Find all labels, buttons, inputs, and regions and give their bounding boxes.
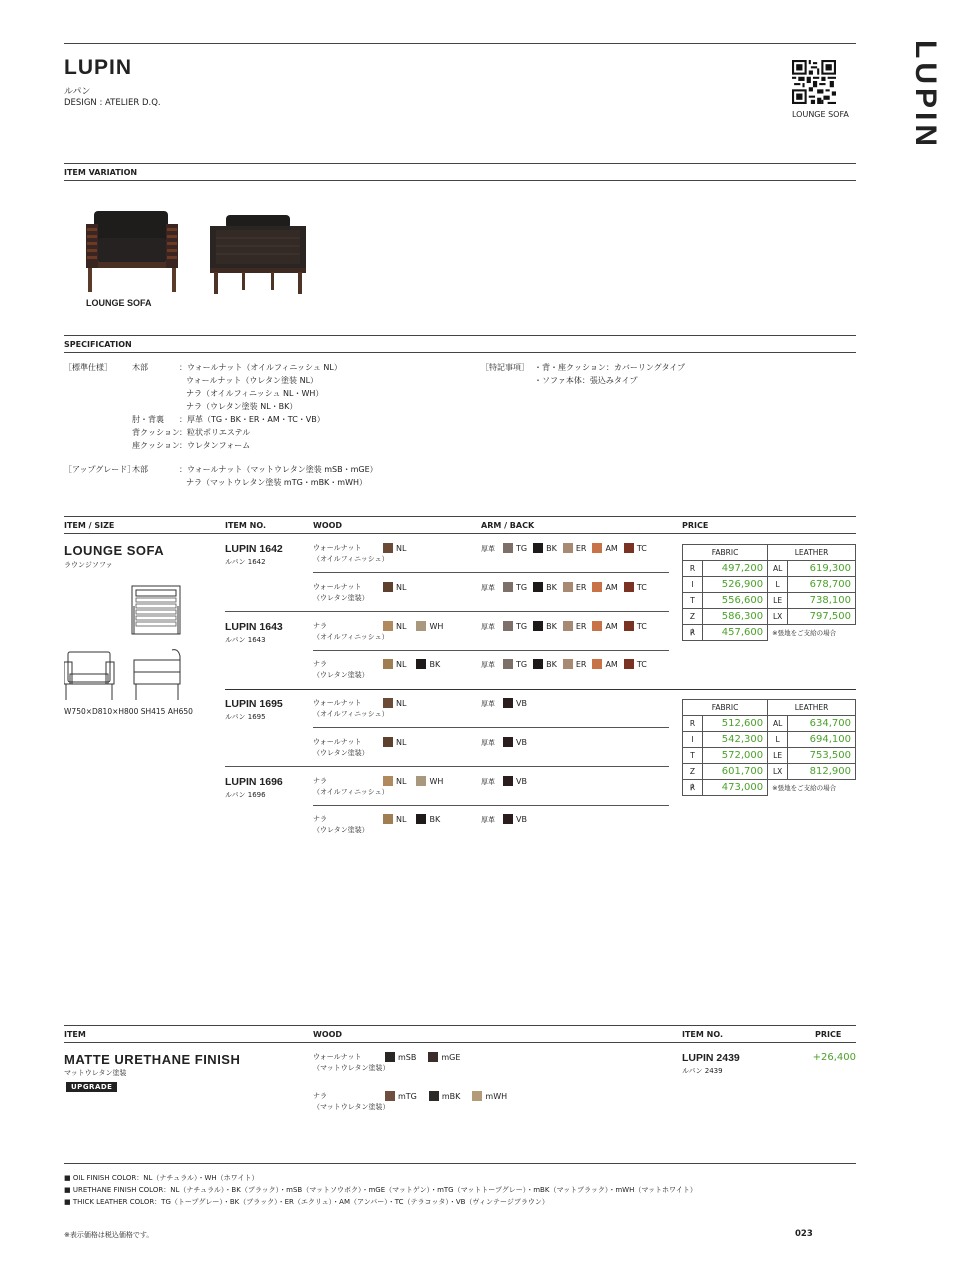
wood-swatch-label: NL: [396, 543, 407, 553]
arm-swatch: [592, 543, 602, 553]
wood-swatch: [416, 814, 426, 824]
arm-swatch: [533, 543, 543, 553]
wood-name: [313, 543, 389, 565]
wood-swatch: [383, 776, 393, 786]
wood-swatches: [383, 621, 453, 631]
arm-swatch: [503, 814, 513, 824]
fabric-price: 572,000: [703, 748, 768, 764]
leather-grade: L: [768, 577, 788, 593]
wood-swatch: [383, 737, 393, 747]
wood-swatch: [383, 698, 393, 708]
footnote-oil: ■ OIL FINISH COLOR：NL（ナチュラル）・WH（ホワイト）: [64, 1174, 259, 1182]
upgrade-swatch: [429, 1091, 439, 1101]
fabric-grade: R: [683, 561, 703, 577]
wood-swatch-label: BK: [429, 814, 441, 824]
arm-swatch: [592, 582, 602, 592]
upgrade-swatch: [472, 1091, 482, 1101]
arm-swatch-label: TG: [516, 659, 528, 669]
arm-swatch: [533, 621, 543, 631]
designer-credit: DESIGN : ATELIER D.Q.: [64, 98, 161, 108]
upgrade-swatch-label: mSB: [398, 1052, 417, 1062]
arm-swatch-label: BK: [546, 621, 557, 631]
wood-swatches: [383, 737, 416, 747]
arm-swatch: [563, 582, 573, 592]
arm-swatch: [503, 698, 513, 708]
wood-name: [313, 659, 369, 681]
wood-swatches: [383, 543, 416, 553]
variation-label: LOUNGE SOFA: [86, 298, 152, 308]
arm-swatch: [624, 659, 634, 669]
upgrade-wood-finish: （マットウレタン塗装）: [313, 1064, 390, 1072]
item-no-1695: LUPIN 1695: [225, 698, 283, 710]
item-no-1642-jp: ルパン 1642: [225, 558, 266, 566]
arm-swatch-label: VB: [516, 737, 527, 747]
qr-code-icon[interactable]: [792, 60, 836, 104]
leather-grade: LX: [768, 764, 788, 780]
spec-std-tag: ［標準仕様］: [64, 363, 112, 372]
leather-header: LEATHER: [768, 545, 856, 561]
upgrade-wood-name: [313, 1052, 389, 1074]
arm-swatch-label: ER: [575, 621, 587, 631]
page-subtitle: ルパン: [64, 87, 91, 97]
wood-species: ナラ: [313, 777, 327, 785]
wood-finish: （ウレタン塗装）: [313, 594, 369, 602]
leather-price: 812,900: [788, 764, 856, 780]
arm-swatch: [503, 582, 513, 592]
wood-swatches: [383, 814, 450, 824]
wood-name: [313, 814, 369, 836]
wood-swatches: [383, 698, 416, 708]
arm-swatch: [503, 737, 513, 747]
fabric-price: 542,300: [703, 732, 768, 748]
arm-swatch: [624, 582, 634, 592]
arm-swatch-label: BK: [546, 659, 557, 669]
wood-swatch: [383, 659, 393, 669]
row-divider: [313, 805, 669, 806]
wood-swatch-label: NL: [396, 737, 407, 747]
col-arm-back: ARM / BACK: [481, 521, 535, 530]
leather-price: 694,100: [788, 732, 856, 748]
arm-swatch-label: TG: [516, 582, 528, 592]
table-rule-top: [64, 516, 856, 517]
arm-swatch-label: TC: [636, 543, 647, 553]
arm-material: 厚革: [481, 661, 495, 669]
upgrade-col-wood: WOOD: [313, 1030, 343, 1039]
wood-swatches: [383, 582, 416, 592]
wood-species: ナラ: [313, 815, 327, 823]
arm-swatches: [503, 582, 653, 592]
row-divider: [225, 611, 669, 612]
leather-header: LEATHER: [768, 700, 856, 716]
item-no-1643-jp: ルパン 1643: [225, 636, 266, 644]
spec-heading: SPECIFICATION: [64, 340, 132, 349]
spec-special-tag: ［特記事項］: [481, 363, 529, 372]
sofa-line-drawings: [64, 578, 214, 702]
leather-grade: L: [768, 732, 788, 748]
arm-swatch: [503, 776, 513, 786]
wood-species: ウォールナット: [313, 583, 362, 591]
upgrade-swatch-label: mTG: [398, 1091, 417, 1101]
leather-price: 678,700: [788, 577, 856, 593]
arm-swatch: [592, 621, 602, 631]
table-rule-header: [64, 533, 856, 534]
leather-price: 753,500: [788, 748, 856, 764]
arm-swatch-label: VB: [516, 776, 527, 786]
upgrade-wood-finish: （マットウレタン塗装）: [313, 1103, 390, 1111]
spec-back-label: 背クッション: [132, 428, 180, 437]
wood-swatch: [416, 621, 426, 631]
wood-swatch-label: NL: [396, 814, 407, 824]
leather-grade: AL: [768, 716, 788, 732]
lounge-sofa-back-photo: [208, 212, 308, 294]
arm-swatch: [533, 582, 543, 592]
arm-swatches: [503, 814, 533, 824]
arm-swatch: [624, 621, 634, 631]
leather-grade: LE: [768, 748, 788, 764]
wood-finish: （オイルフィニッシュ）: [313, 710, 389, 718]
arm-swatch: [592, 659, 602, 669]
arm-swatches: [503, 543, 653, 553]
leather-price: 797,500: [788, 609, 856, 625]
arm-material: 厚革: [481, 739, 495, 747]
arm-swatch-label: TC: [636, 659, 647, 669]
spec-wood-line-3: ナラ（オイルフィニッシュ NL・WH）: [186, 389, 324, 398]
arm-material: 厚革: [481, 816, 495, 824]
spec-upgrade-line-2: ナラ（マットウレタン塗装 mTG・mBK・mWH）: [186, 478, 368, 487]
item-no-1695-jp: ルパン 1695: [225, 713, 266, 721]
arm-swatch: [503, 659, 513, 669]
fabric-price: 586,300: [703, 609, 768, 625]
wood-swatch: [383, 621, 393, 631]
upgrade-swatch-label: mGE: [441, 1052, 461, 1062]
arm-swatch: [624, 543, 634, 553]
qr-label: LOUNGE SOFA: [792, 110, 849, 119]
arm-swatch-label: ER: [575, 582, 587, 592]
wood-swatch-label: WH: [429, 621, 444, 631]
spec-arm-label: 肘・背裏: [132, 415, 164, 424]
wood-name: [313, 621, 389, 643]
spec-rule-bottom: [64, 352, 856, 353]
arm-swatch: [563, 659, 573, 669]
wood-name: [313, 776, 389, 798]
arm-swatches: [503, 776, 533, 786]
fabric-grade: I: [683, 732, 703, 748]
wood-swatch: [416, 776, 426, 786]
arm-swatch-label: AM: [605, 659, 618, 669]
variation-rule-bottom: [64, 180, 856, 181]
price-table: [682, 699, 856, 796]
variation-heading: ITEM VARIATION: [64, 168, 138, 177]
col-item-size: ITEM / SIZE: [64, 521, 115, 530]
upgrade-swatches: [385, 1091, 519, 1101]
upgrade-swatches: [385, 1052, 472, 1062]
arm-material: 厚革: [481, 778, 495, 786]
fabric-grade: I: [683, 577, 703, 593]
upgrade-col-item-no: ITEM NO.: [682, 1030, 724, 1039]
arm-swatch-label: TG: [516, 621, 528, 631]
wood-name: [313, 737, 369, 759]
wood-finish: （オイルフィニッシュ）: [313, 555, 389, 563]
arm-swatch: [563, 621, 573, 631]
spec-wood-line-4: ナラ（ウレタン塗装 NL・BK）: [186, 402, 298, 411]
customer-fabric-note: ※張地をご支給の場合: [772, 784, 837, 793]
fabric-header: FABRIC: [683, 545, 768, 561]
row-divider: [313, 572, 669, 573]
arm-swatch-label: BK: [546, 543, 557, 553]
wood-species: ナラ: [313, 622, 327, 630]
tax-note: ※表示価格は税込価格です。: [64, 1231, 154, 1239]
wood-swatch: [383, 814, 393, 824]
upgrade-item-no: LUPIN 2439: [682, 1052, 740, 1064]
fabric-price: 512,600: [703, 716, 768, 732]
wood-species: ウォールナット: [313, 544, 362, 552]
arm-swatch-label: AM: [605, 621, 618, 631]
price-table: [682, 544, 856, 641]
wood-species: ナラ: [313, 660, 327, 668]
arm-material: 厚革: [481, 545, 495, 553]
arm-swatch-label: AM: [605, 582, 618, 592]
upgrade-wood-species: ウォールナット: [313, 1053, 362, 1061]
footnote-rule: [64, 1163, 856, 1164]
upgrade-rule-top: [64, 1025, 856, 1026]
wood-swatch: [383, 543, 393, 553]
arm-swatch-label: VB: [516, 814, 527, 824]
spec-upgrade-line-1: ：ウォールナット（マットウレタン塗装 mSB・mGE）: [179, 465, 378, 474]
arm-material: 厚革: [481, 584, 495, 592]
row-divider: [313, 727, 669, 728]
item-no-1696-jp: ルパン 1696: [225, 791, 266, 799]
upgrade-wood-species: ナラ: [313, 1092, 327, 1100]
leather-price: 738,100: [788, 593, 856, 609]
lounge-sofa-front-photo: [84, 208, 180, 294]
wood-finish: （ウレタン塗装）: [313, 671, 369, 679]
upgrade-badge: UPGRADE: [66, 1082, 117, 1092]
wood-swatches: [383, 659, 450, 669]
wood-swatch-label: BK: [429, 659, 441, 669]
arm-swatch-label: TC: [636, 582, 647, 592]
spec-rule-top: [64, 335, 856, 336]
wood-swatch: [383, 582, 393, 592]
spec-wood-line-1: ：ウォールナット（オイルフィニッシュ NL）: [179, 363, 342, 372]
upgrade-swatch-label: mWH: [485, 1091, 508, 1101]
arm-swatch: [503, 621, 513, 631]
upgrade-swatch: [385, 1052, 395, 1062]
wood-species: ウォールナット: [313, 738, 362, 746]
wood-species: ウォールナット: [313, 699, 362, 707]
fabric-header: FABRIC: [683, 700, 768, 716]
fabric-grade: T: [683, 593, 703, 609]
wood-name: [313, 582, 369, 604]
wood-name: [313, 698, 389, 720]
upgrade-swatch: [385, 1091, 395, 1101]
upgrade-wood-name: [313, 1091, 389, 1113]
wood-finish: （オイルフィニッシュ）: [313, 633, 389, 641]
arm-swatches: [503, 737, 533, 747]
arm-swatches: [503, 659, 653, 669]
product-name-jp: ラウンジソファ: [64, 561, 113, 569]
leather-price: 619,300: [788, 561, 856, 577]
arm-swatch: [503, 543, 513, 553]
footnote-urethane: ■ URETHANE FINISH COLOR：NL（ナチュラル）・BK（ブラック）・mSB（マットソウボク）・mGE（マットゲン）・mTG（マットトープグレー）・mBK（マットブラック）・mWH（マットホワイト）: [64, 1186, 697, 1194]
spec-special-line-2: ・ソファ本体：張込みタイプ: [534, 376, 638, 385]
arm-swatch-label: VB: [516, 698, 527, 708]
wood-swatch-label: NL: [396, 621, 407, 631]
leather-price: 634,700: [788, 716, 856, 732]
arm-swatch-label: AM: [605, 543, 618, 553]
wood-swatch-label: NL: [396, 582, 407, 592]
leather-grade: AL: [768, 561, 788, 577]
upgrade-col-item: ITEM: [64, 1030, 86, 1039]
page-title: LUPIN: [64, 56, 132, 79]
wood-swatch-label: NL: [396, 698, 407, 708]
item-no-1643: LUPIN 1643: [225, 621, 283, 633]
product-name: LOUNGE SOFA: [64, 543, 165, 558]
wood-swatch-label: WH: [429, 776, 444, 786]
arm-swatch-label: BK: [546, 582, 557, 592]
customer-fabric-note: ※張地をご支給の場合: [772, 629, 837, 638]
customer-fabric-price: 473,000: [703, 780, 768, 796]
arm-swatch: [533, 659, 543, 669]
vertical-title: LUPIN: [909, 40, 942, 150]
row-divider: [225, 689, 856, 690]
footnote-leather: ■ THICK LEATHER COLOR：TG（トープグレー）・BK（ブラック）・ER（エクリュ）・AM（アンバー）・TC（テラコッタ）・VB（ヴィンテージブラウン）: [64, 1198, 549, 1206]
spec-wood-line-2: ウォールナット（ウレタン塗装 NL）: [186, 376, 319, 385]
arm-swatch-label: TG: [516, 543, 528, 553]
leather-grade: LE: [768, 593, 788, 609]
upgrade-swatch: [428, 1052, 438, 1062]
row-divider: [313, 650, 669, 651]
upgrade-name: MATTE URETHANE FINISH: [64, 1052, 241, 1067]
fabric-price: 526,900: [703, 577, 768, 593]
customer-fabric-code: ℟: [683, 780, 703, 796]
fabric-grade: Z: [683, 764, 703, 780]
customer-fabric-code: ℟: [683, 625, 703, 641]
page-number: 023: [795, 1229, 813, 1239]
upgrade-price: +26,400: [812, 1052, 856, 1063]
wood-finish: （オイルフィニッシュ）: [313, 788, 389, 796]
upgrade-swatch-label: mBK: [441, 1091, 461, 1101]
item-no-1696: LUPIN 1696: [225, 776, 283, 788]
arm-swatch-label: ER: [575, 659, 587, 669]
arm-swatch-label: ER: [575, 543, 587, 553]
spec-arm-value: ：厚革（TG・BK・ER・AM・TC・VB）: [179, 415, 325, 424]
fabric-price: 601,700: [703, 764, 768, 780]
upgrade-rule-header: [64, 1042, 856, 1043]
leather-grade: LX: [768, 609, 788, 625]
upgrade-col-price: PRICE: [815, 1030, 842, 1039]
fabric-price: 497,200: [703, 561, 768, 577]
fabric-price: 556,600: [703, 593, 768, 609]
wood-finish: （ウレタン塗装）: [313, 749, 369, 757]
wood-swatches: [383, 776, 453, 786]
arm-material: 厚革: [481, 623, 495, 631]
col-wood: WOOD: [313, 521, 343, 530]
top-rule: [64, 43, 856, 44]
spec-upgrade-wood-label: 木部: [132, 465, 148, 474]
col-price: PRICE: [682, 521, 709, 530]
arm-swatches: [503, 621, 653, 631]
spec-back-value: ：粒状ポリエステル: [179, 428, 251, 437]
item-no-1642: LUPIN 1642: [225, 543, 283, 555]
arm-swatches: [503, 698, 533, 708]
row-divider: [225, 766, 669, 767]
customer-fabric-price: 457,600: [703, 625, 768, 641]
arm-swatch-label: TC: [636, 621, 647, 631]
fabric-grade: Z: [683, 609, 703, 625]
arm-swatch: [563, 543, 573, 553]
wood-swatch-label: NL: [396, 659, 407, 669]
spec-seat-value: ：ウレタンフォーム: [179, 441, 251, 450]
arm-material: 厚革: [481, 700, 495, 708]
fabric-grade: R: [683, 716, 703, 732]
upgrade-name-jp: マットウレタン塗装: [64, 1069, 127, 1077]
fabric-grade: T: [683, 748, 703, 764]
wood-swatch: [416, 659, 426, 669]
spec-seat-label: 座クッション: [132, 441, 180, 450]
spec-wood-label: 木部: [132, 363, 148, 372]
wood-finish: （ウレタン塗装）: [313, 826, 369, 834]
wood-swatch-label: NL: [396, 776, 407, 786]
col-item-no: ITEM NO.: [225, 521, 267, 530]
product-size: W750×D810×H800 SH415 AH650: [64, 707, 193, 716]
variation-rule-top: [64, 163, 856, 164]
upgrade-item-no-jp: ルパン 2439: [682, 1067, 723, 1075]
spec-upgrade-tag: ［アップグレード］: [64, 465, 136, 474]
spec-special-line-1: ・背・座クッション：カバーリングタイプ: [534, 363, 686, 372]
